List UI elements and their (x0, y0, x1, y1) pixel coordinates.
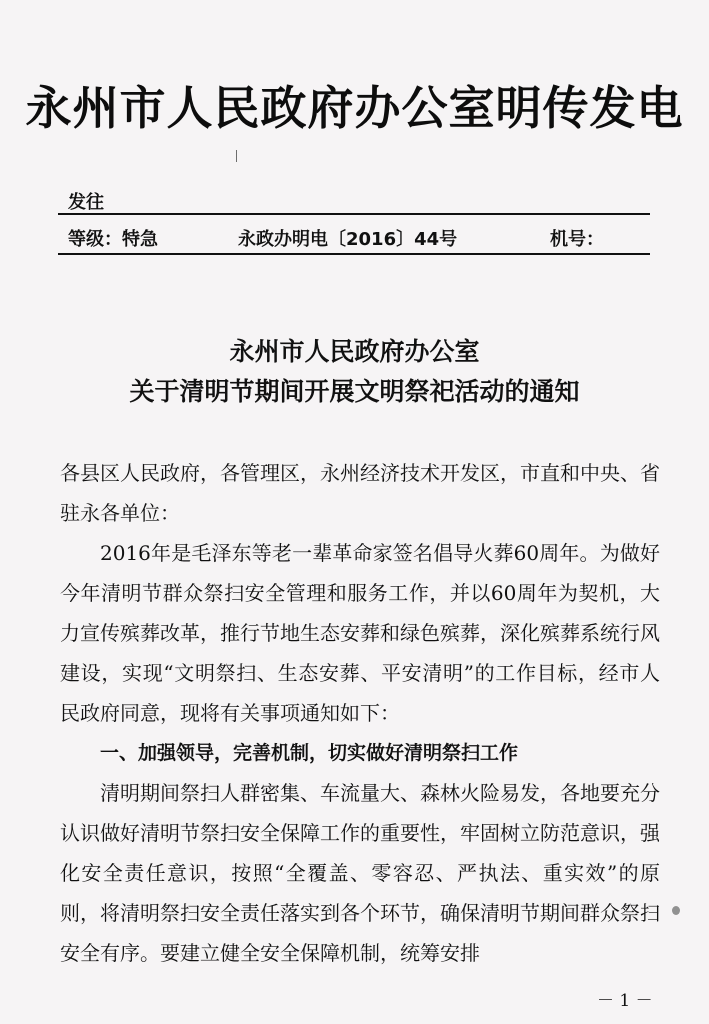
document-number: 永政办明电〔2016〕44号 (238, 229, 458, 250)
telegram-meta-row (68, 225, 648, 251)
urgency-grade: 等级：特急 (68, 229, 158, 250)
telegram-header-title: 永州市人民政府办公室明传发电 (25, 81, 684, 135)
stray-mark (236, 150, 237, 162)
header-rule-top (58, 213, 650, 215)
send-to-label: 发往 (68, 192, 104, 213)
addressee-paragraph: 各县区人民政府，各管理区，永州经济技术开发区，市直和中央、省驻永各单位： (60, 461, 660, 525)
intro-paragraph: 2016年是毛泽东等老一辈革命家签名倡导火葬60周年。为做好今年清明节群众祭扫安全管理和服务工作，并以60周年为契机，大力宣传殡葬改革，推行节地生态安葬和绿色殡葬，深化殡葬系统行风建设，实现“文明祭扫、生态安葬、平安清明”的工作目标，经市人民政府同意，现将有关事项通知如下： (60, 541, 660, 725)
notice-title-line1: 永州市人民政府办公室 (229, 337, 480, 366)
section1-paragraph: 清明期间祭扫人群密集、车流量大、森林火险易发，各地要充分认识做好清明节祭扫安全保障工作的重要性，牢固树立防范意识，强化安全责任意识，按照“全覆盖、零容忍、严执法、重实效”的原则，将清明祭扫安全责任落实到各个环节，确保清明节期间群众祭扫安全有序。要建立健全安全保障机制，统筹安排 (60, 781, 660, 965)
section1-heading: 一、加强领导，完善机制，切实做好清明祭扫工作 (100, 742, 519, 764)
scan-speck (672, 906, 680, 915)
machine-number-label: 机号： (550, 229, 604, 250)
notice-title-line2: 关于清明节期间开展文明祭祀活动的通知 (129, 377, 580, 406)
document-body (60, 453, 660, 973)
header-rule-bottom (58, 253, 650, 255)
page-number: － 1 － (597, 991, 653, 1011)
